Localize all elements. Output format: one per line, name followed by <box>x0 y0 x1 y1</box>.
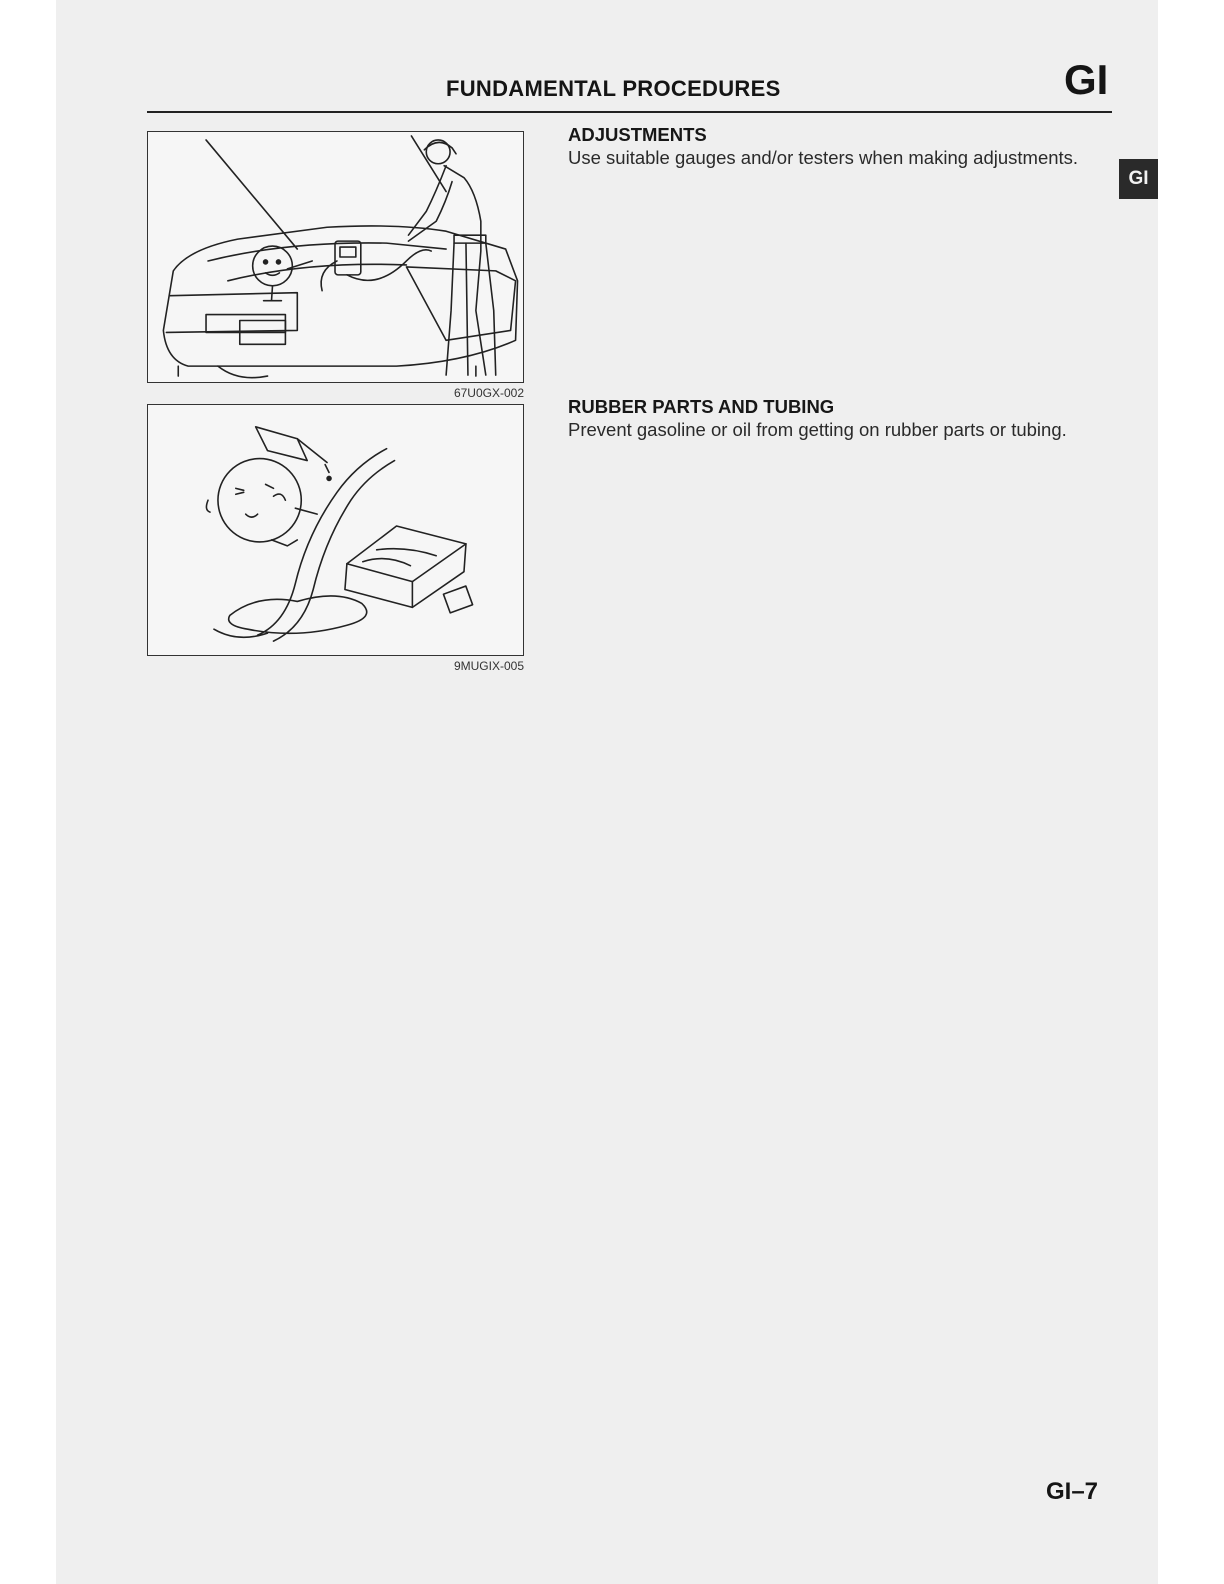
page-title: FUNDAMENTAL PROCEDURES <box>446 76 781 101</box>
page-number: GI–7 <box>1046 1478 1099 1505</box>
section-tab[interactable]: GI <box>1119 159 1158 199</box>
rubber-parts-text: Prevent gasoline or oil from getting on rubber parts or tubing. <box>568 419 1067 440</box>
section-code: GI <box>1064 56 1109 103</box>
adjustments-illustration <box>147 131 524 383</box>
page-margin-right <box>1158 0 1224 1584</box>
mechanic-tester-drawing <box>148 132 523 382</box>
figure-code: 9MUGIX-005 <box>453 659 524 673</box>
header-rule <box>147 111 1112 113</box>
adjustments-text: Use suitable gauges and/or testers when making adjustments. <box>568 147 1079 168</box>
oil-on-tubing-drawing <box>148 405 523 655</box>
figure-code: 67U0GX-002 <box>453 386 524 400</box>
rubber-parts-heading: RUBBER PARTS AND TUBING <box>568 396 835 417</box>
adjustments-heading: ADJUSTMENTS <box>568 124 707 145</box>
page-margin-left <box>0 0 56 1584</box>
rubber-parts-illustration <box>147 404 524 656</box>
